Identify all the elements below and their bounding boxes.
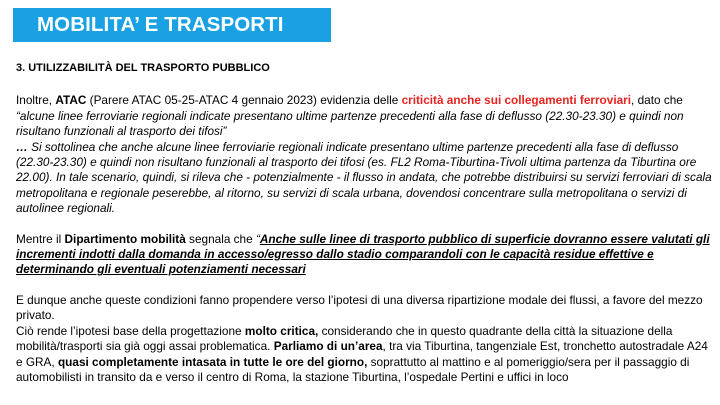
ellipsis: … bbox=[16, 139, 32, 154]
text: , dato che bbox=[631, 93, 683, 108]
text: soprattutto al mattino e al pomeriggio/sera per il passaggio di automobilisti in transito da e verso il centro di Roma, la stazione Tiburtina, l’ospedale Pertini e uffici in loco bbox=[16, 354, 690, 384]
bold-phrase: Parliamo di un’area bbox=[273, 339, 383, 354]
bold-phrase: quasi completamente intasata in tutte le ore del giorno, bbox=[57, 354, 368, 369]
text: Si sottolinea che anche alcune linee ferroviarie regionali indicate presentano ultime partenze precedenti alla fase di deflusso (22.30-23.30) e quindi non risultano funzionali al trasporto dei tifosi (es. FL2 Roma-Tiburtina-Tivoli ultima partenza da Tiburtina ore 22.00). In tale scenario, quindi, si rileva che - potenzialmente - il flusso in andata, che potrebbe distribuirsi su servizi ferroviari di scala metropolitana e regionale peserebbe, al ritorno, su servizi di scala urbana, dovendosi concentrare sulla metropolitana o servizi di autolinee regionali. bbox=[16, 139, 712, 216]
paragraph-critica bbox=[16, 324, 716, 386]
text: , tra via Tiburtina, tangenziale Est, tronchetto autostradale A24 e GRA, bbox=[16, 339, 708, 369]
banner-title: MOBILITA’ E TRASPORTI bbox=[37, 13, 284, 36]
bold-phrase: molto critica, bbox=[244, 323, 319, 338]
dipartimento-quote: Anche sulle linee di trasporto pubblico di superficie dovranno essere valutati gli incrementi indotti dalla domanda in accesso/egresso dallo stadio comparandoli con le capacità residue effettive e determinando gli eventuali potenziamenti necessari bbox=[16, 231, 710, 277]
text: Ciò rende l’ipotesi base della progettazione bbox=[16, 323, 245, 338]
atac-quote: “alcune linee ferroviarie regionali indicate presentano ultime partenze precedenti alla fase di deflusso (22.30-23.30) e quindi non risultano funzionali al trasporto dei tifosi” bbox=[16, 108, 684, 139]
text: (Parere ATAC 05-25-ATAC 4 gennaio 2023) evidenzia delle bbox=[86, 93, 402, 108]
paragraph-dipartimento bbox=[16, 232, 716, 278]
atac-label: ATAC bbox=[55, 93, 87, 108]
text: Inoltre, bbox=[16, 93, 56, 108]
section-title: 3. UTILIZZABILITÀ DEL TRASPORTO PUBBLICO bbox=[16, 62, 270, 74]
paragraph-railway bbox=[16, 140, 716, 217]
text: considerando che in questo quadrante della città la situazione della mobilità/trasporti sia già oggi assai problematica. bbox=[16, 323, 673, 354]
paragraph-conclusion: E dunque anche queste condizioni fanno propendere verso l’ipotesi di una diversa ripartizione modale dei flussi, a favore del mezzo privato. bbox=[16, 292, 703, 323]
document-body bbox=[16, 61, 716, 385]
section-banner bbox=[13, 8, 331, 42]
quote-mark: “ bbox=[255, 231, 260, 246]
dipartimento-label: Dipartimento mobilità bbox=[64, 231, 186, 246]
text: segnala che bbox=[185, 231, 256, 246]
paragraph-atac bbox=[16, 93, 716, 139]
spacer bbox=[16, 217, 716, 232]
critical-highlight: criticità anche sui collegamenti ferroviari bbox=[401, 93, 632, 108]
spacer bbox=[16, 278, 716, 293]
text: Mentre il bbox=[16, 231, 65, 246]
